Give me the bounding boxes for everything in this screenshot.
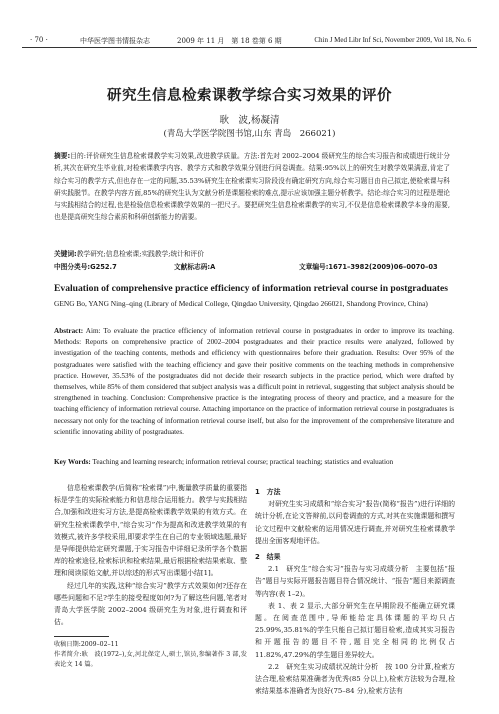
keywords-cn-text: 教学研究;信息检索课;实践教学;统计和评价 [76, 250, 204, 258]
intro-paragraph-2: 经过几年的实践,这种“综合实习”教学方式效果如何?还存在哪些问题和不足?学生的接受程度如何?为了解这些问题,笔者对青岛大学医学院 2002–2004 级研究生为对象,进行调查和评估。 [54, 581, 247, 627]
author-bio: 作者简介:耿 波(1972–),女,河北保定人,硕士,馆员,参编著作 3 部,发表论文 14 篇。 [54, 651, 247, 669]
keywords-en-text: Teaching and learning research; information retrieval course; practical teaching; statistics and evaluation [92, 458, 394, 466]
results-subsection-2-1: 2.1 研究生“综合实习”报告与实习成绩分析 主要包括“报告”题目与实际开题报告题目符合情况统计、“报告”题目来源调查等内容(表 1–2)。 [255, 565, 455, 598]
body-column-left [54, 482, 247, 670]
journal-name-cn: 中华医学图书情报杂志 [80, 37, 150, 45]
authors-cn: 耿 波,杨凝清 [219, 115, 280, 126]
abstract-cn-label: 摘要: [54, 152, 71, 160]
results-paragraph: 表 1、表 2 显示,大部分研究生在早期阶段不能确立研究课题。在阅查范围中,导师能给定具体课题的平均只占 25.99%,35.81%的学生只能自己拟订题目检索,造成其实习报告和开题报告的题目不符,题目完全相同的比例仅占 11.82%,47.29%的学生题目差异较大。 [255, 601, 455, 659]
journal-citation-en: Chin J Med Libr Inf Sci, November 2009, Vol 18, No. 6 [314, 36, 471, 44]
keywords-cn [54, 248, 450, 258]
section-heading-results: 2 结果 [255, 553, 281, 562]
article-title-en: Evaluation of comprehensive practice efficiency of information retrieval course in postgraduates [54, 283, 448, 294]
keywords-cn-label: 关键词: [54, 250, 77, 258]
keywords-en-label: Key Words: [54, 458, 91, 466]
footnote-divider [54, 636, 109, 637]
page-number: · 70 · [30, 36, 48, 44]
received-date: 收稿日期:2009–02–11 [54, 641, 119, 649]
clc-number: 中图分类号:G252.7 [54, 263, 117, 271]
authors-affiliation-en: GENG Bo, YANG Ning–qing (Library of Medical College, Qingdao University, Qingdao 266021, Shandong Province, China) [54, 299, 428, 308]
abstract-en-text: Aim: To evaluate the practice efficiency of information retrieval course in postgraduates in order to improve its teaching. Methods: Reports on comprehensive practice of 2002–2004 postgraduates and their practice results were analyzed, followed by investigation of the teaching contents, methods and efficiency with questionnaires before their graduation. Results: Over 95% of the postgraduates were satisfied with the teaching efficiency and gave their positive comments on the teaching methods in comprehensive practice. However, 35.53% of the postgraduates did not decide their research subjects in the practice period, which were drafted by themselves, while 85% of them considered that subject analysis was a difficult point in retrieval, suggesting that subject analysis should be strengthened in teaching. Conclusion: Comprehensive practice is the integrating process of theory and practice, and a measure for the teaching efficiency of information retrieval course. Attaching importance on the practice of information retrieval course in postgraduates is necessary not only for the teaching of information retrieval course itself, but also for the improvement of the comprehensive literature and scientific innovating ability of postgraduates. [54, 327, 454, 436]
abstract-cn-text: 目的:评价研究生信息检索课教学实习效果,改进教学质量。方法:首先对 2002–2004 级研究生的综合实习报告和成绩进行统计分析,其次在研究生毕业前,对检索课教学内容、教学方式和教学效果分别进行问卷调查。结果:95%以上的研究生对教学效果满意,肯定了综合实习的教学方式,但也存在一定的问题,35.53%研究生在检索课实习阶段没有确定研究方向,综合实习题目由自己拟定,使检索课与科研实践脱节。在教学内容方面,85%的研究生认为文献分析是课题检索的难点,提示应该加强主题分析教学。结论:综合实习的过程是理论与实践相结合的过程,也是检验信息检索课教学效果的一把尺子。要把研究生信息检索课教学的实习,不仅是信息检索课教学本身的需要,也是提高研究生综合素质和科研创新能力的需要。 [54, 152, 450, 222]
article-number: 文章编号:1671–3982(2009)06–0070–03 [299, 263, 438, 271]
methods-paragraph: 对研究生实习成绩和“综合实习”报告(简称“报告”)进行详细的统计分析,在论文答辩前,以问卷调查的方式,对其在实施课题和撰写论文过程中文献检索的运用情况进行调查,并对研究生检索课教学提出全面客观地评估。 [255, 500, 455, 545]
affiliation-cn: (青岛大学医学院图书馆,山东 青岛 266021) [163, 129, 336, 139]
section-heading-methods: 1 方法 [255, 488, 281, 496]
document-code: 文献标志码:A [174, 263, 216, 271]
body-column-right [255, 482, 455, 697]
abstract-cn [54, 150, 450, 224]
article-title-cn: 研究生信息检索课教学综合实习效果的评价 [107, 88, 392, 104]
keywords-en [54, 458, 454, 466]
results-subsection-2-2: 2.2 研究生实习成绩状况统计分析 按 100 分计算,检索方法合理,检索结果准确者为优秀(85 分以上),检索方法较为合理,检索结果基本准确者为良好(75–84 分),检索方法有 [255, 662, 455, 696]
classification-row [54, 261, 454, 271]
issue-info-cn: 2009 年 11 月 第 18 卷第 6 期 [177, 37, 282, 45]
abstract-en-label: Abstract: [54, 327, 84, 335]
abstract-en [54, 326, 454, 438]
intro-paragraph-1: 信息检索课教学(后简称“检索课”)中,衡量教学质量的重要指标是学生的实际检索能力和信息综合运用能力。教学与实践相结合,加强和改进实习方法,是提高检索课教学效果的有效方式。在研究生检索课教学中,“综合实习”作为提高和改进教学效果的有效模式,被许多学校采用,即要求学生在自己的专业领域选题,最好是导师提供给定研究课题,于实习报告中详细记录所学各个数据库的检索途径,检索标识和检索结果,最后根据检索结果索取、整理和阅读原始文献,并以综述的形式写出课题小结[1]。 [54, 484, 247, 578]
running-header [22, 34, 477, 48]
